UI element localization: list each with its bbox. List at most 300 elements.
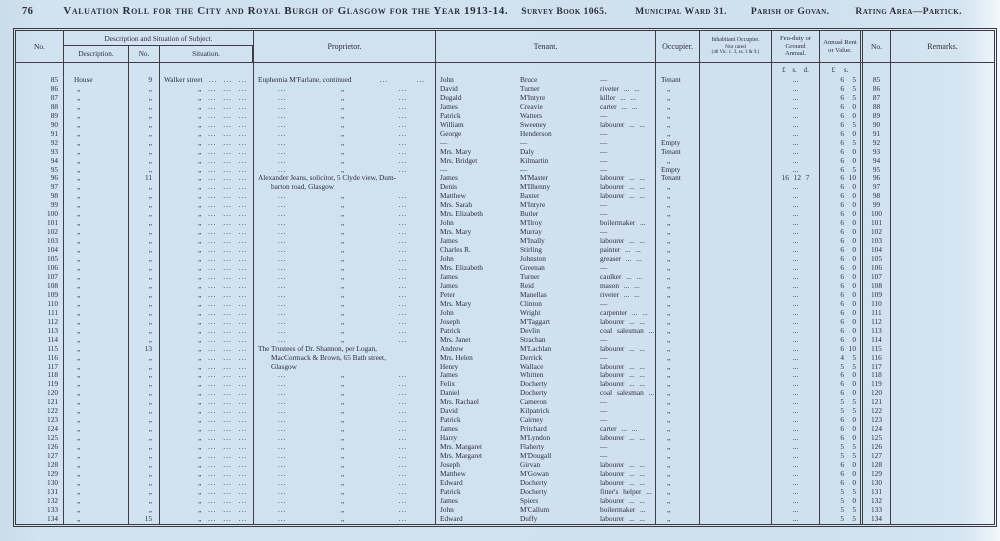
cell-proprietor: ... „ ... (254, 94, 436, 103)
cell-no-right: 103 (863, 237, 891, 246)
rent-shillings: 0 (852, 201, 856, 210)
tenant-forename: William (440, 120, 464, 129)
header-situation: Situation. (160, 46, 253, 62)
cell-proprietor: Alexander Jeans, solicitor, 5 Clyde view, Dum- (254, 174, 436, 183)
cell-inhabitant-occupier (700, 201, 772, 210)
cell-no-right: 100 (863, 210, 891, 219)
rent-shillings: 0 (852, 210, 856, 219)
cell-situation: „ ... ... ... (160, 282, 254, 291)
cell-no: 103 (16, 237, 64, 246)
cell-feu-duty: ... (772, 264, 820, 273)
cell-tenant (436, 425, 656, 434)
rent-pounds: 6 (840, 147, 844, 156)
cell-description: „ (64, 237, 129, 246)
cell-proprietor: ... „ ... (254, 327, 436, 336)
cell-proprietor: ... „ ... (254, 103, 436, 112)
cell-remarks (891, 461, 994, 470)
cell-annual-rent (820, 174, 863, 183)
cell-proprietor: ... „ ... (254, 336, 436, 345)
cell-feu-duty: ... (772, 282, 820, 291)
cell-situation-no: „ (129, 264, 160, 273)
cell-feu-duty: ... (772, 452, 820, 461)
tenant-forename: Andrew (440, 344, 464, 353)
cell-proprietor: ... „ ... (254, 407, 436, 416)
rent-pounds: 6 (840, 120, 844, 129)
tenant-forename: Dugald (440, 93, 462, 102)
cell-proprietor: ... „ ... (254, 443, 436, 452)
cell-situation: „ ... ... ... (160, 345, 254, 354)
rent-pounds: 6 (840, 371, 844, 380)
cell-occupier: Tenant (656, 174, 700, 183)
cell-occupier: „ (656, 282, 700, 291)
cell-remarks (891, 282, 994, 291)
cell-description: „ (64, 210, 129, 219)
table-row (16, 470, 994, 479)
cell-remarks (891, 85, 994, 94)
cell-no: 85 (16, 76, 64, 85)
tenant-surname: Henderson (520, 129, 552, 138)
cell-situation-no: „ (129, 148, 160, 157)
cell-description: „ (64, 389, 129, 398)
cell-proprietor: ... „ ... (254, 273, 436, 282)
cell-proprietor: ... „ ... (254, 130, 436, 139)
tenant-surname: Kilmartin (520, 156, 549, 165)
cell-occupier: „ (656, 416, 700, 425)
cell-no: 112 (16, 318, 64, 327)
cell-annual-rent (820, 228, 863, 237)
cell-annual-rent (820, 103, 863, 112)
cell-feu-duty: ... (772, 425, 820, 434)
tenant-surname: Docherty (520, 478, 548, 487)
table-row (16, 255, 994, 264)
cell-no: 120 (16, 389, 64, 398)
cell-tenant (436, 398, 656, 407)
cell-annual-rent (820, 354, 863, 363)
cell-remarks (891, 192, 994, 201)
cell-occupier: „ (656, 210, 700, 219)
table-row (16, 112, 994, 121)
cell-tenant (436, 201, 656, 210)
cell-situation-no: 13 (129, 345, 160, 354)
cell-tenant (436, 309, 656, 318)
rent-shillings: 5 (852, 362, 856, 371)
cell-feu-duty: 16 12 7 (772, 174, 820, 183)
tenant-occupation: greaser ... ... (600, 255, 642, 264)
cell-occupier: „ (656, 318, 700, 327)
cell-situation-no: 11 (129, 174, 160, 183)
tenant-forename: Mrs. Janet (440, 335, 471, 344)
cell-annual-rent (820, 282, 863, 291)
tenant-occupation: labourer ... ... (600, 460, 645, 469)
cell-annual-rent (820, 470, 863, 479)
cell-description: „ (64, 371, 129, 380)
cell-proprietor: ... „ ... (254, 300, 436, 309)
cell-situation-no: „ (129, 371, 160, 380)
tenant-forename: David (440, 407, 458, 416)
cell-feu-duty: ... (772, 210, 820, 219)
cell-occupier: „ (656, 497, 700, 506)
cell-situation: „ ... ... ... (160, 488, 254, 497)
cell-situation: „ ... ... ... (160, 309, 254, 318)
tenant-occupation: labourer ... ... (600, 362, 645, 371)
cell-no-right: 119 (863, 380, 891, 389)
rent-pounds: 6 (840, 237, 844, 246)
cell-remarks (891, 327, 994, 336)
cell-no-right: 109 (863, 291, 891, 300)
cell-remarks (891, 183, 994, 192)
cell-inhabitant-occupier (700, 354, 772, 363)
annual-rent-units: £ s. (820, 63, 863, 76)
tenant-forename: Mrs. Helen (440, 353, 473, 362)
cell-situation-no: „ (129, 363, 160, 372)
cell-feu-duty: ... (772, 363, 820, 372)
cell-remarks (891, 237, 994, 246)
header-inhabitant-occupier: Inhabitant Occupier. Not rated (48 Vic. c. 3, ss. 3 & 9.) (700, 31, 772, 62)
cell-no: 125 (16, 434, 64, 443)
cell-inhabitant-occupier (700, 121, 772, 130)
cell-annual-rent (820, 192, 863, 201)
cell-proprietor: ... „ ... (254, 201, 436, 210)
cell-remarks (891, 336, 994, 345)
cell-no: 133 (16, 506, 64, 515)
cell-situation: „ ... ... ... (160, 371, 254, 380)
cell-situation: „ ... ... ... (160, 497, 254, 506)
cell-feu-duty: ... (772, 380, 820, 389)
cell-description: „ (64, 166, 129, 175)
cell-no-right: 106 (863, 264, 891, 273)
rent-pounds: 6 (840, 308, 844, 317)
tenant-forename: Joseph (440, 317, 460, 326)
table-row (16, 246, 994, 255)
cell-no: 113 (16, 327, 64, 336)
cell-feu-duty: ... (772, 506, 820, 515)
tenant-occupation: — (600, 165, 608, 174)
cell-inhabitant-occupier (700, 363, 772, 372)
tenant-surname: M'Lyndon (520, 434, 551, 443)
cell-description: „ (64, 246, 129, 255)
tenant-surname: Duffy (520, 514, 538, 523)
rent-pounds: 6 (840, 76, 844, 84)
cell-description: „ (64, 354, 129, 363)
cell-no: 129 (16, 470, 64, 479)
tenant-surname: Flaherty (520, 443, 545, 452)
cell-feu-duty: ... (772, 183, 820, 192)
tenant-occupation: labourer ... ... (600, 496, 645, 505)
rent-shillings: 0 (852, 434, 856, 443)
cell-no-right: 93 (863, 148, 891, 157)
cell-inhabitant-occupier (700, 443, 772, 452)
tenant-surname: Cairney (520, 416, 544, 425)
cell-situation: „ ... ... ... (160, 273, 254, 282)
cell-feu-duty: ... (772, 318, 820, 327)
rent-pounds: 6 (840, 138, 844, 147)
cell-proprietor: ... „ ... (254, 112, 436, 121)
tenant-forename: Edward (440, 514, 463, 523)
cell-situation: „ ... ... ... (160, 201, 254, 210)
cell-situation: „ ... ... ... (160, 318, 254, 327)
cell-situation: „ ... ... ... (160, 452, 254, 461)
cell-tenant (436, 443, 656, 452)
cell-no: 122 (16, 407, 64, 416)
table-row (16, 282, 994, 291)
cell-feu-duty: ... (772, 515, 820, 524)
cell-no: 95 (16, 166, 64, 175)
cell-no-right: 117 (863, 363, 891, 372)
cell-situation: „ ... ... ... (160, 130, 254, 139)
cell-inhabitant-occupier (700, 174, 772, 183)
cell-no: 130 (16, 479, 64, 488)
rent-shillings: 0 (852, 111, 856, 120)
cell-tenant (436, 488, 656, 497)
cell-inhabitant-occupier (700, 237, 772, 246)
cell-description: „ (64, 497, 129, 506)
tenant-forename: Patrick (440, 416, 461, 425)
cell-annual-rent (820, 327, 863, 336)
cell-occupier: „ (656, 228, 700, 237)
cell-description: „ (64, 443, 129, 452)
tenant-occupation: — (600, 264, 608, 273)
cell-tenant (436, 139, 656, 148)
rent-shillings: 0 (852, 281, 856, 290)
cell-situation-no: „ (129, 201, 160, 210)
cell-tenant (436, 371, 656, 380)
cell-situation-no: „ (129, 166, 160, 175)
cell-proprietor: ... „ ... (254, 515, 436, 524)
cell-tenant (436, 228, 656, 237)
table-row (16, 309, 994, 318)
cell-situation: „ ... ... ... (160, 479, 254, 488)
tenant-occupation: — (600, 138, 608, 147)
cell-feu-duty: ... (772, 157, 820, 166)
table-row (16, 506, 994, 515)
cell-remarks (891, 94, 994, 103)
tenant-occupation: — (600, 76, 608, 84)
cell-annual-rent (820, 94, 863, 103)
tenant-surname: M'Dougall (520, 452, 552, 461)
tenant-occupation: killer ... ... (600, 93, 636, 102)
tenant-forename: James (440, 174, 458, 183)
cell-situation-no: 15 (129, 515, 160, 524)
cell-occupier: „ (656, 434, 700, 443)
cell-situation: „ ... ... ... (160, 94, 254, 103)
cell-tenant (436, 407, 656, 416)
cell-situation: „ ... ... ... (160, 157, 254, 166)
cell-occupier: „ (656, 452, 700, 461)
cell-no: 94 (16, 157, 64, 166)
cell-no: 107 (16, 273, 64, 282)
cell-proprietor: ... „ ... (254, 255, 436, 264)
rent-shillings: 5 (852, 505, 856, 514)
rent-pounds: 6 (840, 93, 844, 102)
cell-remarks (891, 389, 994, 398)
cell-remarks (891, 210, 994, 219)
table-row (16, 210, 994, 219)
cell-inhabitant-occupier (700, 407, 772, 416)
cell-situation: „ ... ... ... (160, 219, 254, 228)
survey-book: Survey Book 1065. (521, 6, 608, 17)
tenant-occupation: labourer ... ... (600, 183, 645, 192)
rent-pounds: 6 (840, 272, 844, 281)
cell-occupier: „ (656, 94, 700, 103)
table-row (16, 166, 994, 175)
cell-no-right: 134 (863, 515, 891, 524)
cell-occupier: „ (656, 398, 700, 407)
cell-situation: „ ... ... ... (160, 192, 254, 201)
cell-tenant (436, 76, 656, 85)
cell-situation-no: „ (129, 246, 160, 255)
cell-description: „ (64, 470, 129, 479)
cell-description: „ (64, 201, 129, 210)
cell-description: „ (64, 515, 129, 524)
cell-no-right: 127 (863, 452, 891, 461)
cell-remarks (891, 201, 994, 210)
tenant-forename: Mrs. Mary (440, 228, 472, 237)
cell-description: „ (64, 363, 129, 372)
cell-no-right: 115 (863, 345, 891, 354)
rent-pounds: 6 (840, 469, 844, 478)
tenant-forename: John (440, 308, 454, 317)
tenant-occupation: — (600, 201, 608, 210)
cell-description: „ (64, 130, 129, 139)
tenant-surname: Docherty (520, 389, 548, 398)
tenant-forename: Denis (440, 183, 458, 192)
header-description: Description. (64, 46, 129, 62)
cell-situation-no: „ (129, 282, 160, 291)
rent-shillings: 10 (848, 174, 856, 183)
tenant-forename: James (440, 272, 458, 281)
cell-proprietor: ... „ ... (254, 148, 436, 157)
tenant-occupation: carter ... ... (600, 102, 638, 111)
rent-pounds: 6 (840, 317, 844, 326)
table-row (16, 291, 994, 300)
tenant-surname: Turner (520, 272, 540, 281)
cell-situation: „ ... ... ... (160, 264, 254, 273)
tenant-surname: Manellas (520, 290, 547, 299)
rent-shillings: 10 (848, 344, 856, 353)
rent-shillings: 0 (852, 192, 856, 201)
cell-proprietor: ... „ ... (254, 389, 436, 398)
cell-annual-rent (820, 443, 863, 452)
tenant-surname: Docherty (520, 380, 548, 389)
rent-shillings: 5 (852, 398, 856, 407)
cell-feu-duty: ... (772, 246, 820, 255)
cell-inhabitant-occupier (700, 103, 772, 112)
rent-shillings: 5 (852, 443, 856, 452)
cell-occupier: „ (656, 246, 700, 255)
tenant-surname: Kilpatrick (520, 407, 550, 416)
cell-description: „ (64, 336, 129, 345)
cell-feu-duty: ... (772, 112, 820, 121)
rent-pounds: 6 (840, 210, 844, 219)
rent-pounds: 5 (840, 443, 844, 452)
tenant-surname: Wright (520, 308, 541, 317)
cell-inhabitant-occupier (700, 291, 772, 300)
table-row (16, 425, 994, 434)
cell-occupier: „ (656, 488, 700, 497)
cell-proprietor: ... „ ... (254, 398, 436, 407)
parish: Parish of Govan. (750, 6, 830, 17)
cell-situation: „ ... ... ... (160, 103, 254, 112)
rent-pounds: 6 (840, 335, 844, 344)
cell-tenant (436, 416, 656, 425)
cell-remarks (891, 121, 994, 130)
tenant-forename: Matthew (440, 192, 466, 201)
table-row (16, 336, 994, 345)
cell-proprietor: The Trustees of Dr. Shannon, per Logan, (254, 345, 436, 354)
cell-situation-no: „ (129, 407, 160, 416)
rent-shillings: 0 (852, 416, 856, 425)
cell-situation: „ ... ... ... (160, 183, 254, 192)
tenant-occupation: labourer ... ... (600, 174, 645, 183)
cell-situation-no: „ (129, 157, 160, 166)
cell-no: 118 (16, 371, 64, 380)
table-row (16, 157, 994, 166)
tenant-forename: Daniel (440, 389, 460, 398)
cell-inhabitant-occupier (700, 139, 772, 148)
cell-situation: „ ... ... ... (160, 389, 254, 398)
cell-proprietor: ... „ ... (254, 434, 436, 443)
tenant-occupation: labourer ... ... (600, 120, 645, 129)
table-row (16, 174, 994, 183)
rent-pounds: 6 (840, 192, 844, 201)
tenant-occupation: — (600, 156, 608, 165)
cell-no-right: 128 (863, 461, 891, 470)
cell-no: 127 (16, 452, 64, 461)
cell-annual-rent (820, 380, 863, 389)
cell-inhabitant-occupier (700, 166, 772, 175)
cell-inhabitant-occupier (700, 130, 772, 139)
tenant-occupation: — (600, 147, 608, 156)
tenant-surname: Devlin (520, 326, 540, 335)
tenant-surname: Derrick (520, 353, 543, 362)
header-no-mid: No. (129, 46, 160, 62)
cell-occupier: „ (656, 201, 700, 210)
cell-tenant (436, 506, 656, 515)
tenant-surname: M'Lachlan (520, 344, 552, 353)
cell-tenant (436, 470, 656, 479)
cell-tenant (436, 363, 656, 372)
cell-tenant (436, 192, 656, 201)
cell-no: 121 (16, 398, 64, 407)
cell-inhabitant-occupier (700, 398, 772, 407)
header-no-right: No. (863, 31, 891, 62)
cell-no-right: 114 (863, 336, 891, 345)
page-heading (0, 5, 1000, 25)
tenant-forename: Harry (440, 434, 458, 443)
rent-pounds: 6 (840, 434, 844, 443)
cell-inhabitant-occupier (700, 506, 772, 515)
cell-occupier: „ (656, 354, 700, 363)
cell-no-right: 87 (863, 94, 891, 103)
cell-inhabitant-occupier (700, 497, 772, 506)
cell-tenant (436, 103, 656, 112)
cell-feu-duty: ... (772, 407, 820, 416)
cell-situation-no: „ (129, 488, 160, 497)
cell-proprietor: barton road, Glasgow (254, 183, 436, 192)
cell-situation: „ ... ... ... (160, 434, 254, 443)
cell-situation: „ ... ... ... (160, 255, 254, 264)
cell-occupier: „ (656, 273, 700, 282)
cell-situation-no: „ (129, 416, 160, 425)
rent-shillings: 0 (852, 460, 856, 469)
rent-shillings: 0 (852, 469, 856, 478)
cell-proprietor: ... „ ... (254, 309, 436, 318)
cell-no: 109 (16, 291, 64, 300)
cell-no: 114 (16, 336, 64, 345)
cell-no-right: 129 (863, 470, 891, 479)
cell-situation-no: „ (129, 380, 160, 389)
cell-situation-no: „ (129, 228, 160, 237)
